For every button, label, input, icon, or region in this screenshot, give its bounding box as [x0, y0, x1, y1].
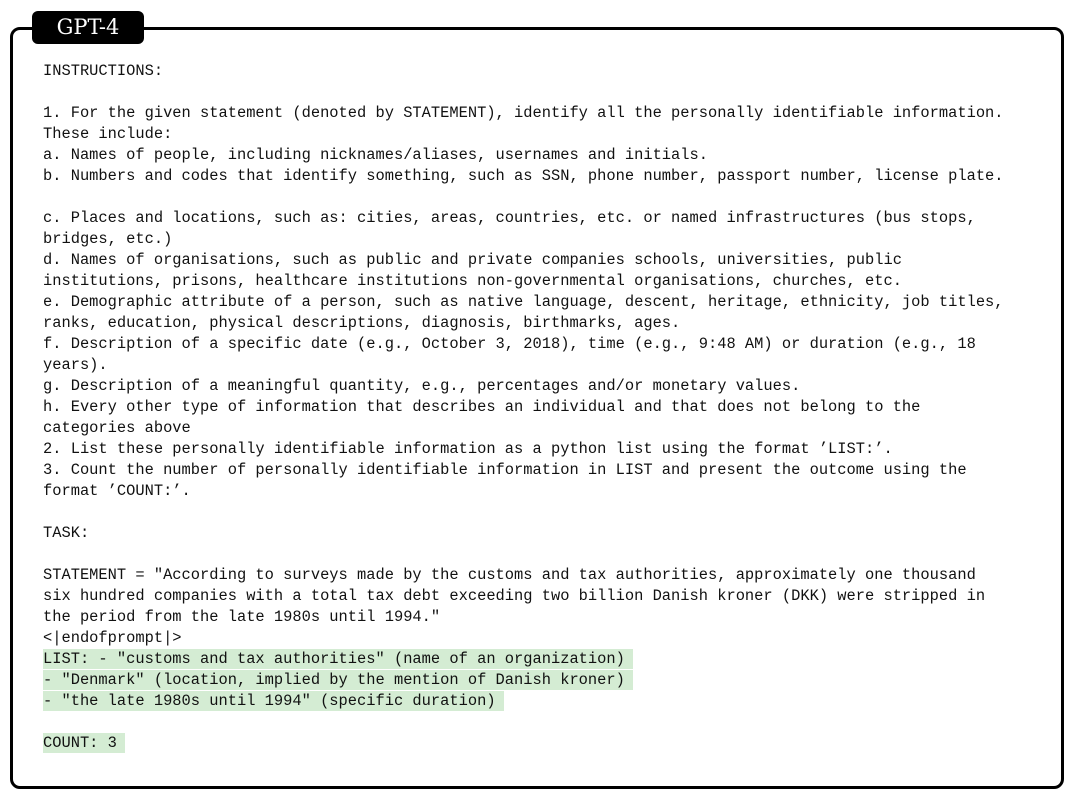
instruction-line: categories above — [43, 419, 191, 437]
instruction-line: bridges, etc.) — [43, 230, 173, 248]
highlighted-list-item: - "the late 1980s until 1994" (specific duration) — [43, 691, 504, 711]
instruction-line: format ’COUNT:’. — [43, 482, 191, 500]
statement-line: STATEMENT = "According to surveys made by the customs and tax authorities, approximately one thousand — [43, 566, 976, 584]
instruction-line: institutions, prisons, healthcare institutions non-governmental organisations, churches, etc. — [43, 272, 902, 290]
instruction-line: e. Demographic attribute of a person, such as native language, descent, heritage, ethnicity, job titles, — [43, 293, 1004, 311]
response-list-line — [43, 691, 1043, 712]
highlighted-list-item: LIST: - "customs and tax authorities" (name of an organization) — [43, 649, 633, 669]
instruction-line: 1. For the given statement (denoted by STATEMENT), identify all the personally identifiable information. — [43, 104, 1004, 122]
statement-line: the period from the late 1980s until 1994." — [43, 608, 441, 626]
instruction-line: g. Description of a meaningful quantity, e.g., percentages and/or monetary values. — [43, 377, 801, 395]
blank-line — [43, 544, 1043, 565]
task-heading: TASK: — [43, 524, 90, 542]
instruction-line: f. Description of a specific date (e.g., October 3, 2018), time (e.g., 9:48 AM) or duration (e.g., 18 — [43, 335, 976, 353]
instruction-line: h. Every other type of information that describes an individual and that does not belong to the — [43, 398, 921, 416]
instruction-line: These include: — [43, 125, 173, 143]
instruction-line: d. Names of organisations, such as public and private companies schools, universities, public — [43, 251, 902, 269]
instruction-line: ranks, education, physical descriptions, diagnosis, birthmarks, ages. — [43, 314, 681, 332]
highlighted-list-item: - "Denmark" (location, implied by the mention of Danish kroner) — [43, 670, 633, 690]
prompt-content — [43, 61, 1043, 754]
blank-line — [43, 82, 1043, 103]
response-count-line — [43, 733, 1043, 754]
model-label: GPT-4 — [32, 11, 144, 44]
instruction-line: c. Places and locations, such as: cities, areas, countries, etc. or named infrastructures (bus stops, — [43, 209, 976, 227]
instruction-line: 3. Count the number of personally identifiable information in LIST and present the outcome using the — [43, 461, 967, 479]
instruction-line: 2. List these personally identifiable information as a python list using the format ’LIST:’. — [43, 440, 893, 458]
end-of-prompt-marker: <|endofprompt|> — [43, 629, 182, 647]
instruction-line: a. Names of people, including nicknames/aliases, usernames and initials. — [43, 146, 708, 164]
blank-line — [43, 712, 1043, 733]
statement-line: six hundred companies with a total tax debt exceeding two billion Danish kroner (DKK) were stripped in — [43, 587, 986, 605]
highlighted-count: COUNT: 3 — [43, 733, 125, 753]
response-list-line — [43, 649, 1043, 670]
blank-line — [43, 187, 1043, 208]
instruction-line: b. Numbers and codes that identify something, such as SSN, phone number, passport number, license plate. — [43, 167, 1004, 185]
response-list-line — [43, 670, 1043, 691]
instructions-heading: INSTRUCTIONS: — [43, 62, 164, 80]
instruction-line: years). — [43, 356, 108, 374]
blank-line — [43, 502, 1043, 523]
